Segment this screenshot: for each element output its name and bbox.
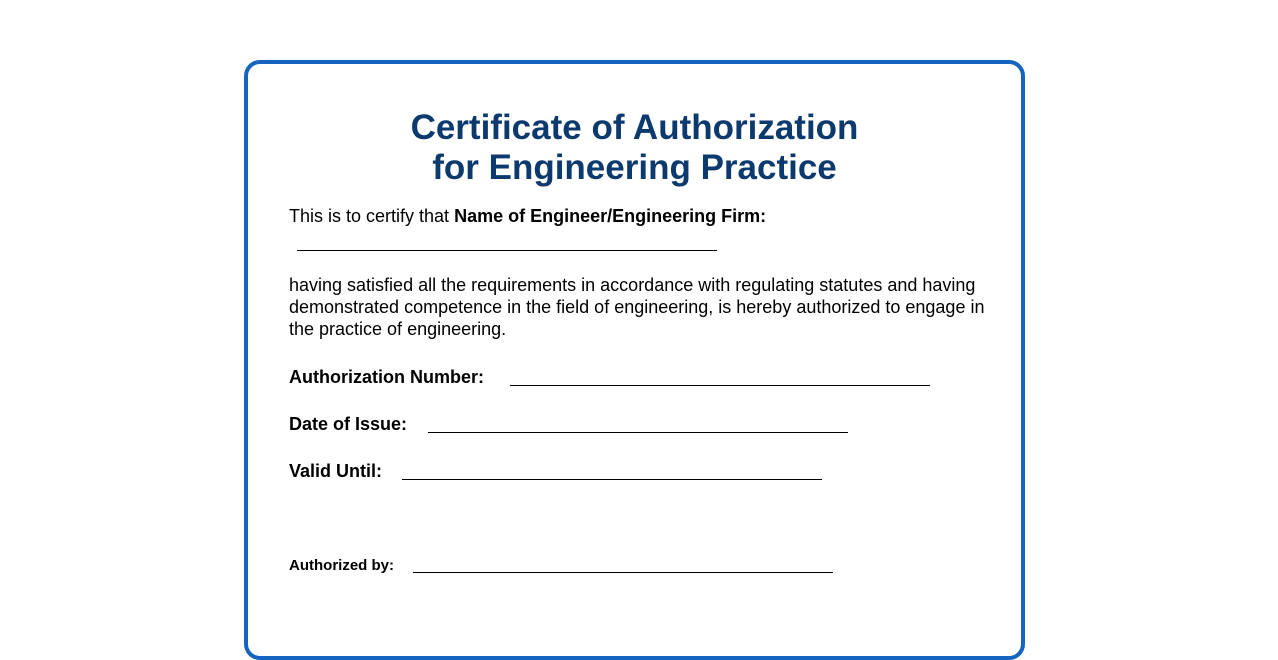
- name-signature-line[interactable]: [297, 250, 717, 251]
- authorized-by-line[interactable]: [413, 572, 833, 573]
- certify-prefix: This is to certify that: [289, 206, 450, 226]
- certificate-frame: [244, 60, 1025, 660]
- title-line-2: for Engineering Practice: [432, 148, 837, 187]
- valid-until-label: Valid Until:: [289, 461, 383, 481]
- authorization-number-line[interactable]: [510, 385, 930, 386]
- title-line-1: Certificate of Authorization: [410, 108, 859, 147]
- valid-until-line[interactable]: [402, 479, 822, 480]
- name-label: Name of Engineer/Engineering Firm:: [454, 206, 767, 226]
- authorization-statement: having satisfied all the requirements in accordance with regulating statutes and having demonstrated competence in the field of engineering, is hereby authorized to engage in the practice of engineering.: [289, 275, 985, 339]
- date-of-issue-label: Date of Issue:: [289, 414, 408, 434]
- authorized-by-label: Authorized by:: [289, 557, 394, 574]
- authorization-number-label: Authorization Number:: [289, 367, 484, 387]
- certificate-title: [248, 108, 1021, 188]
- date-of-issue-line[interactable]: [428, 432, 848, 433]
- certify-statement: [289, 205, 766, 227]
